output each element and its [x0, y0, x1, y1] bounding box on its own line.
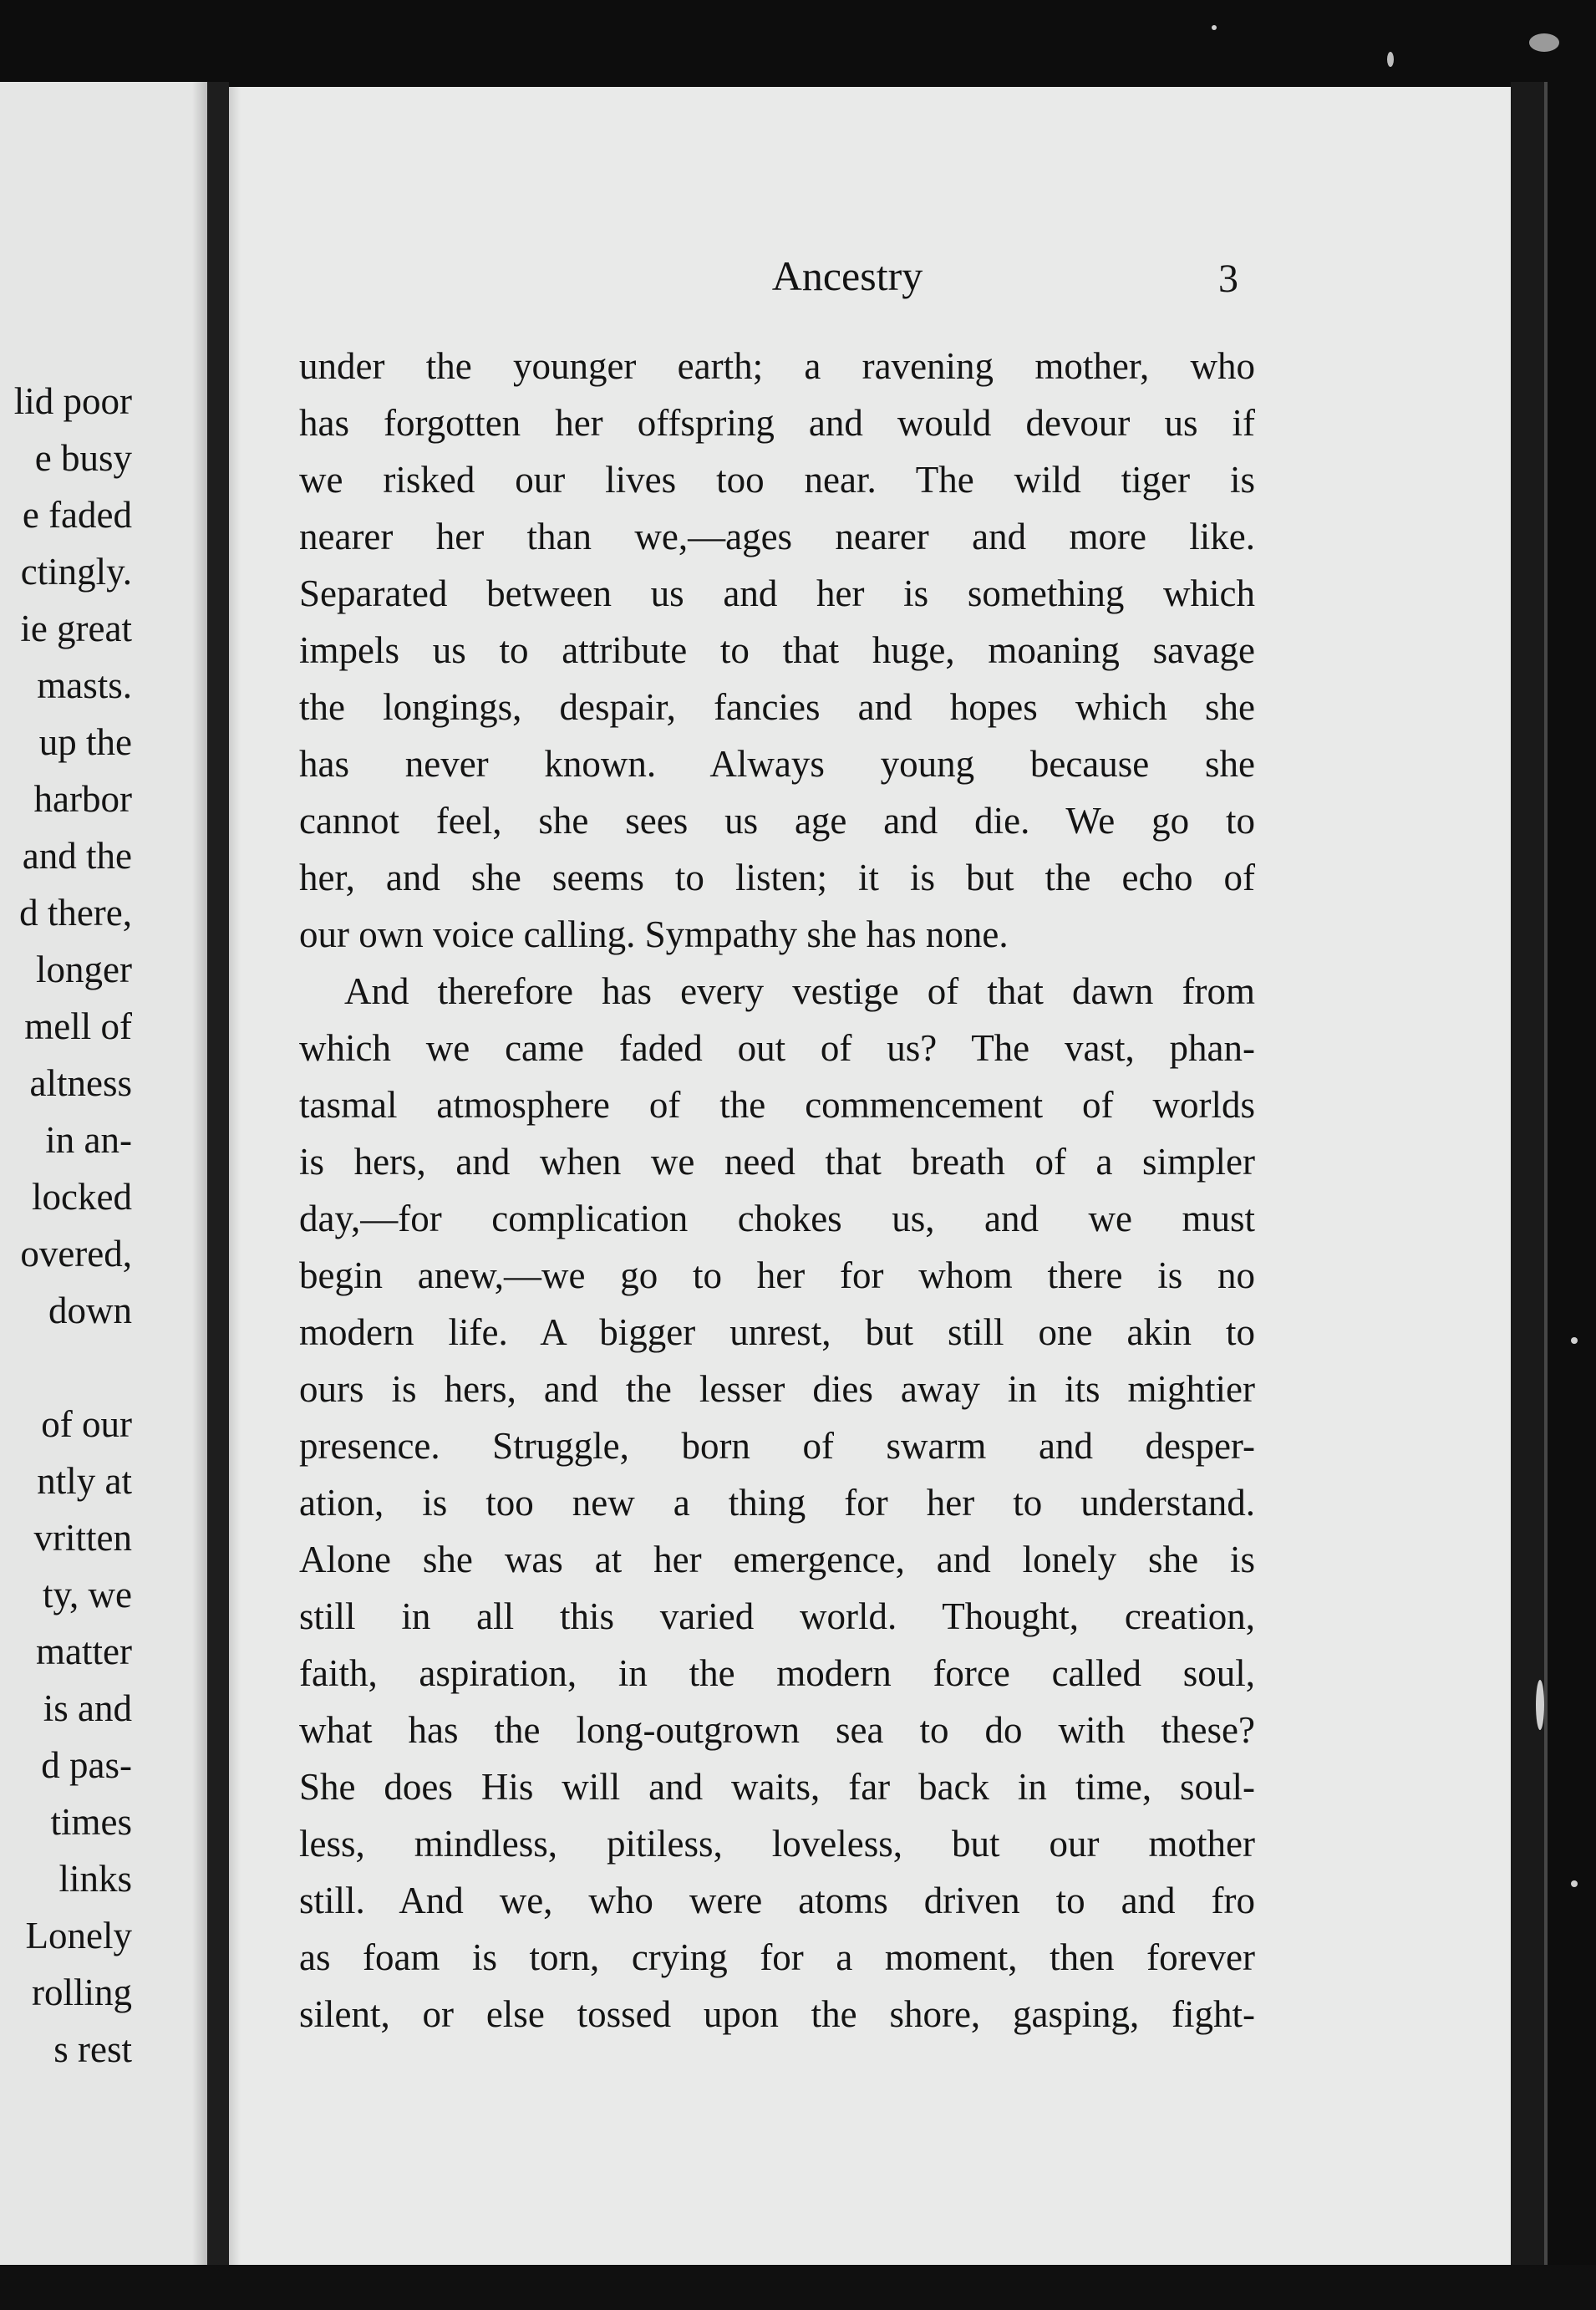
left-text-line: ie great: [20, 608, 132, 649]
scan-speck: [1571, 1880, 1578, 1887]
body-text-line: still in all this varied world. Thought, creation,: [299, 1595, 1255, 1637]
body-text-line: faith, aspiration, in the modern force called soul,: [299, 1652, 1255, 1694]
body-text-line: under the younger earth; a ravening mother, who: [299, 345, 1255, 387]
left-text-line: of our: [41, 1403, 132, 1445]
left-text-line: d pas-: [41, 1744, 132, 1786]
body-text-line: nearer her than we,—ages nearer and more like.: [299, 516, 1255, 557]
body-text-line: what has the long-outgrown sea to do with these?: [299, 1709, 1255, 1751]
scan-speck: [1387, 52, 1394, 67]
page-number: 3: [1218, 257, 1238, 301]
left-text-line: ctingly.: [20, 551, 132, 593]
book-cover-edge: [1511, 82, 1544, 2265]
left-text-line: locked: [32, 1176, 132, 1218]
left-text-line: up the: [38, 721, 132, 763]
left-text-line: times: [50, 1801, 132, 1843]
body-text-line: her, and she seems to listen; it is but the echo of: [299, 857, 1255, 898]
left-text-line: overed,: [20, 1233, 132, 1275]
body-text-line: is hers, and when we need that breath of a simpler: [299, 1141, 1255, 1183]
left-text-line: rolling: [32, 1972, 132, 2013]
scan-speck: [1529, 33, 1559, 52]
body-text-line: still. And we, who were atoms driven to and fro: [299, 1880, 1255, 1921]
body-text-line: tasmal atmosphere of the commencement of worlds: [299, 1084, 1255, 1126]
left-text-line: matter: [36, 1631, 132, 1672]
body-text-line: begin anew,—we go to her for whom there is no: [299, 1254, 1255, 1296]
left-text-line: mell of: [24, 1005, 132, 1047]
left-text-line: e busy: [34, 437, 132, 479]
body-text-line: impels us to attribute to that huge, moaning savage: [299, 629, 1255, 671]
left-text-line: ty, we: [42, 1574, 132, 1615]
left-text-line: altness: [29, 1062, 132, 1104]
body-text-line: our own voice calling. Sympathy she has none.: [299, 913, 1009, 955]
running-head: Ancestry: [771, 252, 923, 299]
body-text-line: Separated between us and her is something which: [299, 572, 1255, 614]
book-spine: [207, 82, 229, 2265]
left-text-line: lid poor: [13, 380, 132, 422]
body-text-line: which we came faded out of us? The vast, phan-: [299, 1027, 1255, 1069]
body-text-line: has never known. Always young because she: [299, 743, 1255, 785]
left-text-line: in an-: [45, 1119, 132, 1161]
body-text-line: ation, is too new a thing for her to understand.: [299, 1482, 1255, 1524]
left-text-line: e faded: [22, 494, 132, 536]
left-text-line: d there,: [19, 892, 132, 934]
left-text-line: Lonely: [25, 1915, 132, 1956]
scan-speck: [1536, 1680, 1544, 1730]
left-text-line: ntly at: [37, 1460, 132, 1502]
body-text-line: She does His will and waits, far back in time, soul-: [299, 1766, 1255, 1808]
body-text-line: cannot feel, she sees us age and die. We go to: [299, 800, 1255, 842]
left-text-line: masts.: [37, 664, 132, 706]
left-text-line: harbor: [33, 778, 132, 820]
body-text-line: silent, or else tossed upon the shore, gasping, fight-: [299, 1993, 1255, 2035]
left-text-line: longer: [36, 949, 132, 990]
body-text-line: less, mindless, pitiless, loveless, but our mother: [299, 1823, 1255, 1865]
left-text-line: s rest: [53, 2028, 132, 2070]
body-text-line: Alone she was at her emergence, and lonely she is: [299, 1539, 1255, 1580]
scan-background: [0, 2265, 1596, 2310]
left-text-line: is and: [43, 1687, 132, 1729]
page-gutter-shadow: [192, 82, 207, 2265]
body-text-line: day,—for complication chokes us, and we must: [299, 1198, 1255, 1239]
body-text-line: has forgotten her offspring and would devour us if: [299, 402, 1255, 444]
right-page: [229, 87, 1511, 2265]
body-text-line: ours is hers, and the lesser dies away in its mightier: [299, 1368, 1255, 1410]
left-text-line: down: [48, 1290, 132, 1331]
body-text-line: as foam is torn, crying for a moment, then forever: [299, 1936, 1255, 1978]
body-text-line: And therefore has every vestige of that dawn from: [344, 970, 1255, 1012]
left-page: [0, 82, 207, 2265]
book-cover-line: [1544, 82, 1548, 2265]
page-gutter-shadow: [229, 87, 241, 2265]
body-text-line: we risked our lives too near. The wild tiger is: [299, 459, 1255, 501]
left-text-line: links: [58, 1858, 132, 1900]
body-text-line: the longings, despair, fancies and hopes which she: [299, 686, 1255, 728]
body-text-line: modern life. A bigger unrest, but still one akin to: [299, 1311, 1255, 1353]
left-text-line: vritten: [33, 1517, 132, 1559]
body-text-line: presence. Struggle, born of swarm and desper-: [299, 1425, 1255, 1467]
scan-speck: [1571, 1337, 1578, 1344]
left-text-line: and the: [22, 835, 132, 877]
scan-speck: [1212, 25, 1217, 30]
